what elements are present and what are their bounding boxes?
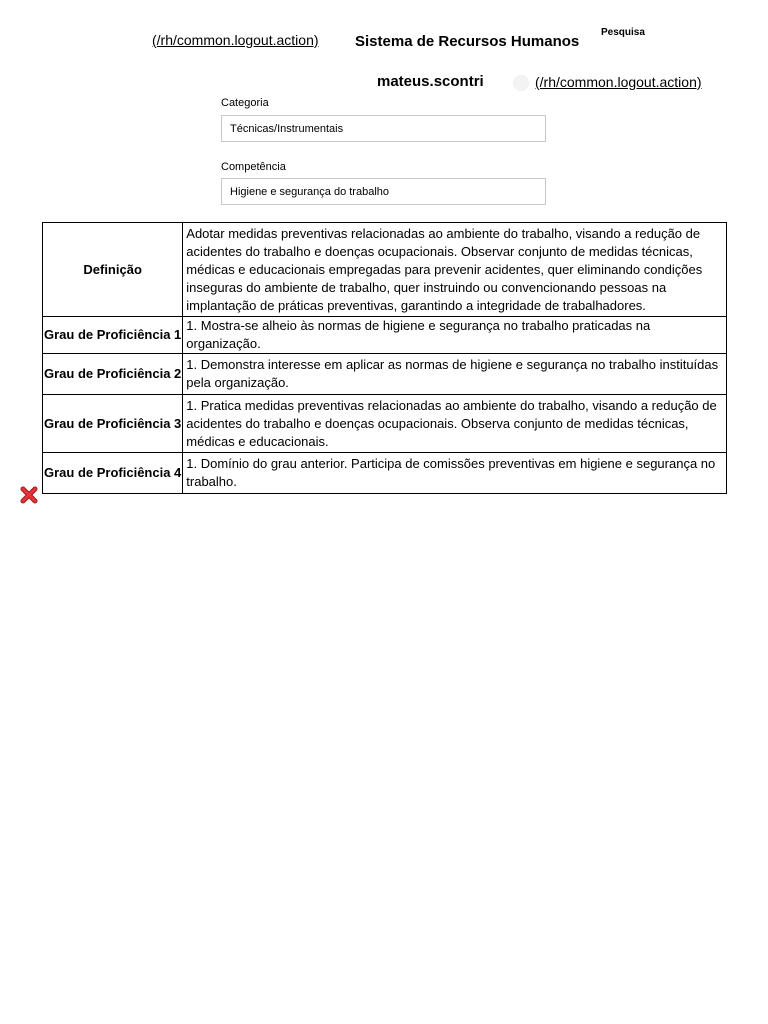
category-field[interactable]: Técnicas/Instrumentais bbox=[221, 115, 546, 142]
competence-table bbox=[42, 222, 727, 494]
row-header-level-3: Grau de Proficiência 3 bbox=[43, 395, 183, 453]
row-text-level-3: 1. Pratica medidas preventivas relacionadas ao ambiente do trabalho, visando a redução de acidentes do trabalho e doenças ocupacionais. Observa conjunto de medidas técnicas, médicas e educacionais. bbox=[183, 395, 727, 453]
category-label: Categoria bbox=[221, 97, 269, 109]
competence-field[interactable]: Higiene e segurança do trabalho bbox=[221, 178, 546, 205]
table-row bbox=[43, 395, 727, 453]
table-row bbox=[43, 354, 727, 395]
row-text-level-2: 1. Demonstra interesse em aplicar as normas de higiene e segurança no trabalho instituídas pela organização. bbox=[183, 354, 727, 395]
table-row bbox=[43, 317, 727, 354]
search-link[interactable]: Pesquisa bbox=[601, 27, 645, 38]
app-title: Sistema de Recursos Humanos bbox=[355, 33, 580, 50]
row-text-level-4: 1. Domínio do grau anterior. Participa de comissões preventivas em higiene e segurança no trabalho. bbox=[183, 453, 727, 494]
row-text-definition: Adotar medidas preventivas relacionadas ao ambiente do trabalho, visando a redução de acidentes do trabalho e doenças ocupacionais. Observar conjunto de medidas técnicas, médicas e educacionais empregadas para prevenir acidentes, quer eliminando condições inseguras do ambiente de trabalho, quer instruindo ou convencionando pessoas na implantação de práticas preventivas, garantindo a integridade de trabalhadores. bbox=[183, 223, 727, 317]
row-header-level-1: Grau de Proficiência 1 bbox=[43, 317, 183, 354]
row-text-level-1: 1. Mostra-se alheio às normas de higiene e segurança no trabalho praticadas na organização. bbox=[183, 317, 727, 354]
username: mateus.scontri bbox=[377, 73, 484, 90]
logout-link-left[interactable]: (/rh/common.logout.action) bbox=[152, 32, 319, 48]
delete-x-icon[interactable] bbox=[20, 486, 38, 504]
table-row bbox=[43, 453, 727, 494]
row-header-level-4: Grau de Proficiência 4 bbox=[43, 453, 183, 494]
competence-label: Competência bbox=[221, 161, 286, 173]
logout-link-right[interactable]: (/rh/common.logout.action) bbox=[535, 74, 702, 90]
user-avatar-icon bbox=[513, 75, 529, 91]
row-header-definition: Definição bbox=[43, 223, 183, 317]
table-row bbox=[43, 223, 727, 317]
row-header-level-2: Grau de Proficiência 2 bbox=[43, 354, 183, 395]
